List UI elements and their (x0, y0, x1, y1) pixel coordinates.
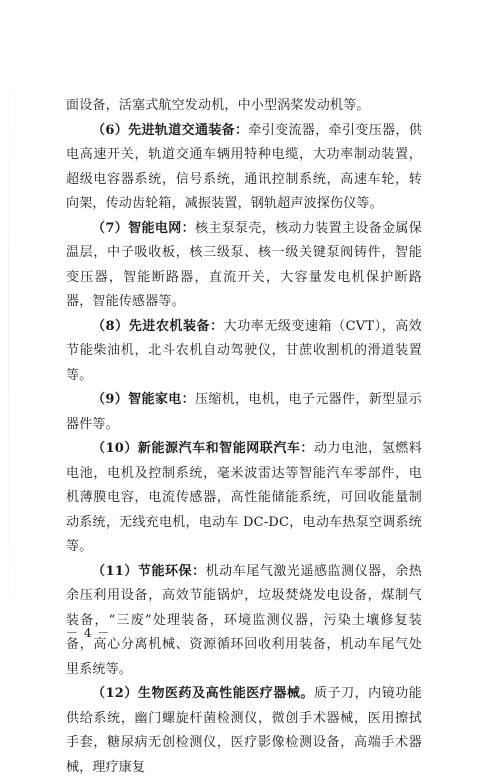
paragraph-text: 核主泵泵壳，核动力装置主设备金属保温层，中子吸收板，核三级泵、核一级关键泵阀铸件，智能变压器，智能断路器，直流开关，大容量发电机保护断路器，智能传感器等。 (66, 220, 422, 309)
paragraph-biomedicine (66, 682, 422, 780)
paragraph-energy-saving (66, 560, 422, 683)
paragraph-text: 质子刀，内镜功能供给系统，幽门螺旋杆菌检测仪，微创手术器械，医用擦拭手套，糖尿病无创检测仪，医疗影像检测设备，高端手术器械，理疗康复 (66, 686, 422, 775)
document-body (66, 94, 422, 780)
paragraph-text: 压缩机，电机，电子元器件，新型显示器件等。 (66, 392, 422, 432)
paragraph-agri-machinery (66, 315, 422, 389)
paragraph-heading: （9）智能家电： (92, 392, 195, 407)
paragraph-text: 牵引变流器，牵引变压器，供电高速开关，轨道交通车辆用特种电缆，大功率制动装置，超级电容器系统，信号系统，通讯控制系统，高速车轮，转向架，传动齿轮箱，减振装置，钢轨超声波探伤仪等。 (66, 122, 422, 211)
paragraph-smart-appliances (66, 388, 422, 437)
paragraph-new-energy-vehicles (66, 437, 422, 560)
paragraph-heading: （7）智能电网： (92, 220, 195, 236)
paragraph-heading: （12）生物医药及高性能医疗器械。 (92, 686, 314, 701)
paragraph-text: 动力电池，氢燃料电池，电机及控制系统，毫米波雷达等智能汽车零部件，电机薄膜电容，电流传感器，高性能储能系统，可回收能量制动系统，无线充电机，电动车 DC-DC，电动车热泵空调系统等。 (66, 441, 422, 554)
paragraph-text: 大功率无级变速箱（CVT），高效节能柴油机，北斗农机自动驾驶仪，甘蔗收割机的滑道装置等。 (66, 318, 423, 383)
paragraph-text: 面设备，活塞式航空发动机，中小型涡桨发动机等。 (66, 98, 370, 113)
paragraph-heading: （11）节能环保： (92, 563, 206, 579)
paragraph-rail-transit (66, 119, 422, 217)
paragraph-heading: （6）先进轨道交通装备： (92, 122, 249, 138)
paragraph-text: 机动车尾气激光遥感监测仪器，余热余压利用设备，高效节能锅炉，垃圾焚烧发电设备，煤制气装备，“三废”处理装备，环境监测仪器，污染土壤修复装备，高心分离机械、资源循环回收利用装备，机动车尾气处里系统等。 (66, 563, 422, 677)
paragraph-heading: （10）新能源汽车和智能网联汽车： (92, 441, 314, 456)
page-number: － 4 － (66, 626, 111, 640)
scan-edge-shadow (8, 60, 9, 620)
paragraph-continuation (66, 94, 422, 119)
paragraph-smart-grid (66, 217, 422, 315)
paragraph-heading: （8）先进农机装备： (92, 318, 224, 334)
